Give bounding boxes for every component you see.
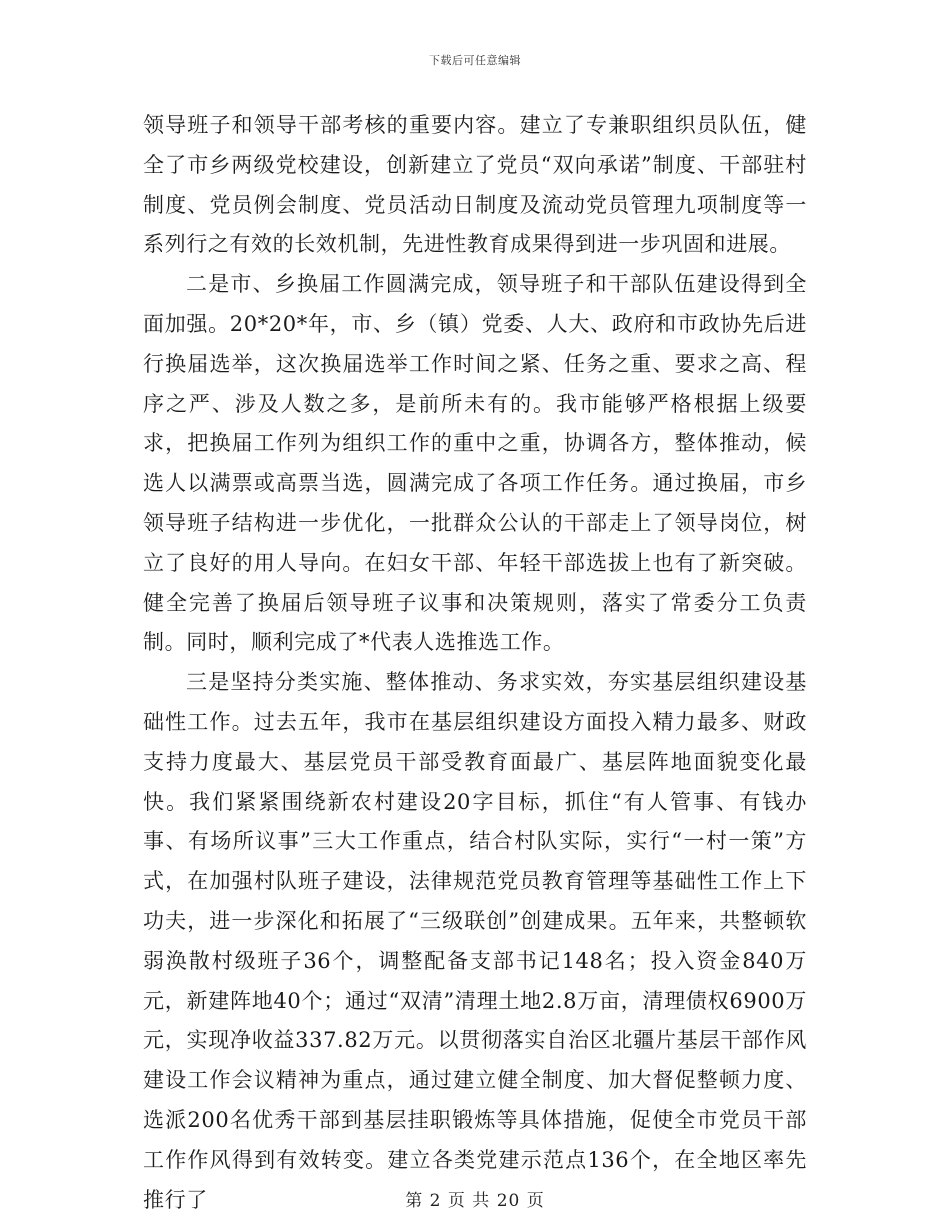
paragraph-continued: 领导班子和领导干部考核的重要内容。建立了专兼职组织员队伍，健全了市乡两级党校建设，创新建立了党员“双向承诺”制度、干部驻村制度、党员例会制度、党员活动日制度及流动党员管理九项制度等一系列行之有效的长效机制，先进性教育成果得到进一步巩固和进展。 <box>143 113 807 257</box>
paragraph-three: 三是坚持分类实施、整体推动、务求实效，夯实基层组织建设基础性工作。过去五年，我市在基层组织建设方面投入精力最多、财政支持力度最大、基层党员干部受教育面最广、基层阵地面貌变化最快。我们紧紧围绕新农村建设20字目标，抓住“有人管事、有钱办事、有场所议事”三大工作重点，结合村队实际，实行“一村一策”方式，在加强村队班子建设，法律规范党员教育管理等基础性工作上下功夫，进一步深化和拓展了“三级联创”创建成果。五年来，共整顿软弱涣散村级班子36个，调整配备支部书记148名；投入资金840万元，新建阵地40个；通过“双清”清理土地2.8万亩，清理债权6900万元，实现净收益337.82万元。以贯彻落实自治区北疆片基层干部作风建设工作会议精神为重点，通过建立健全制度、加大督促整顿力度、选派200名优秀干部到基层挂职锻炼等具体措施，促使全市党员干部工作作风得到有效转变。建立各类党建示范点136个，在全地区率先推行了 <box>143 670 807 1212</box>
document-body <box>143 106 807 1220</box>
page-number-footer: 第 2 页 共 20 页 <box>405 1191 545 1211</box>
paragraph-two: 二是市、乡换届工作圆满完成，领导班子和干部队伍建设得到全面加强。20*20*年，市、乡（镇）党委、人大、政府和市政协先后进行换届选举，这次换届选举工作时间之紧、任务之重、要求之高、程序之严、涉及人数之多，是前所未有的。我市能够严格根据上级要求，把换届工作列为组织工作的重中之重，协调各方，整体推动，候选人以满票或高票当选，圆满完成了各项工作任务。通过换届，市乡领导班子结构进一步优化，一批群众公认的干部走上了领导岗位，树立了良好的用人导向。在妇女干部、年轻干部选拔上也有了新突破。健全完善了换届后领导班子议事和决策规则，落实了常委分工负责制。同时，顺利完成了*代表人选推选工作。 <box>143 272 807 655</box>
page-header: 下载后可任意编辑 <box>429 54 521 67</box>
